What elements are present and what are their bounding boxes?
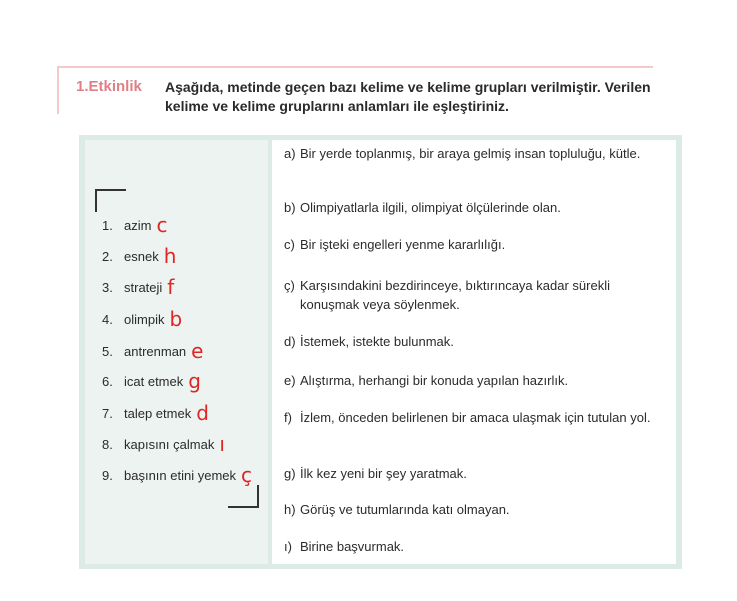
definition-item	[284, 371, 669, 390]
word-item	[102, 433, 225, 455]
activity-label: 1.Etkinlik	[76, 78, 142, 95]
definition-item	[284, 276, 669, 314]
word-number: 4.	[102, 311, 113, 327]
definition-text: Bir yerde toplanmış, bir araya gelmiş insan topluluğu, kütle.	[300, 146, 641, 161]
definition-text: Bir işteki engelleri yenme kararlılığı.	[300, 237, 506, 252]
word-item	[102, 308, 182, 330]
definition-letter: e)	[284, 373, 296, 388]
word-item	[102, 370, 201, 392]
word-number: 2.	[102, 248, 113, 264]
handwritten-answer: b	[169, 307, 183, 331]
word-item	[102, 340, 203, 362]
word-text: icat etmek	[124, 373, 184, 389]
definition-text: İzlem, önceden belirlenen bir amaca ulaşmak için tutulan yol.	[300, 410, 651, 425]
header-accent-line	[57, 66, 653, 68]
handwritten-answer: ç	[241, 463, 253, 487]
definition-item	[284, 500, 669, 519]
definition-letter: d)	[284, 334, 296, 349]
word-number: 5.	[102, 343, 113, 359]
handwritten-answer: ı	[219, 432, 225, 456]
definition-letter: c)	[284, 237, 295, 252]
handwritten-answer: d	[196, 401, 209, 425]
definition-item	[284, 144, 669, 163]
definition-text: İstemek, istekte bulunmak.	[300, 334, 454, 349]
word-text: azim	[124, 217, 152, 233]
bracket-bottom-right	[228, 485, 259, 508]
definition-item	[284, 332, 669, 351]
word-text: olimpik	[124, 311, 165, 327]
definition-letter: ı)	[284, 539, 292, 554]
handwritten-answer: c	[156, 213, 168, 237]
definition-item	[284, 198, 669, 217]
word-text: strateji	[124, 279, 163, 295]
word-item	[102, 464, 252, 486]
definition-letter: g)	[284, 466, 296, 481]
handwritten-answer: f	[167, 275, 175, 299]
definition-text: Birine başvurmak.	[300, 539, 405, 554]
activity-instruction: Aşağıda, metinde geçen bazı kelime ve kelime grupları verilmiştir. Verilen kelime ve kelime gruplarını anlamları ile eşleştiriniz.	[165, 79, 651, 114]
definition-text: İlk kez yeni bir şey yaratmak.	[300, 466, 467, 481]
handwritten-answer: e	[191, 339, 204, 363]
definition-item	[284, 537, 669, 556]
definition-item	[284, 464, 669, 483]
word-text: antrenman	[124, 343, 187, 359]
definition-text: Karşısındakini bezdirinceye, bıktırıncaya kadar sürekli konuşmak veya söylenmek.	[300, 278, 610, 312]
definition-text: Olimpiyatlarla ilgili, olimpiyat ölçülerinde olan.	[300, 200, 561, 215]
word-text: başının etini yemek	[124, 467, 237, 483]
word-number: 7.	[102, 405, 113, 421]
definition-item	[284, 235, 669, 254]
word-text: kapısını çalmak	[124, 436, 215, 452]
definition-letter: f)	[284, 410, 292, 425]
definition-letter: b)	[284, 200, 296, 215]
word-number: 1.	[102, 217, 113, 233]
definition-text: Alıştırma, herhangi bir konuda yapılan hazırlık.	[300, 373, 569, 388]
definition-item	[284, 408, 669, 427]
word-item	[102, 214, 167, 236]
word-text: esnek	[124, 248, 159, 264]
header-accent-bar	[57, 66, 59, 114]
handwritten-answer: g	[188, 369, 201, 393]
handwritten-answer: h	[163, 244, 177, 268]
word-number: 8.	[102, 436, 113, 452]
word-number: 6.	[102, 373, 113, 389]
word-number: 9.	[102, 467, 113, 483]
bracket-top-left	[95, 189, 126, 212]
definition-text: Görüş ve tutumlarında katı olmayan.	[300, 502, 510, 517]
word-item	[102, 402, 209, 424]
word-text: talep etmek	[124, 405, 192, 421]
word-item	[102, 245, 176, 267]
word-number: 3.	[102, 279, 113, 295]
word-item	[102, 276, 174, 298]
definition-letter: h)	[284, 502, 296, 517]
definition-letter: a)	[284, 146, 296, 161]
definition-letter: ç)	[284, 278, 295, 293]
